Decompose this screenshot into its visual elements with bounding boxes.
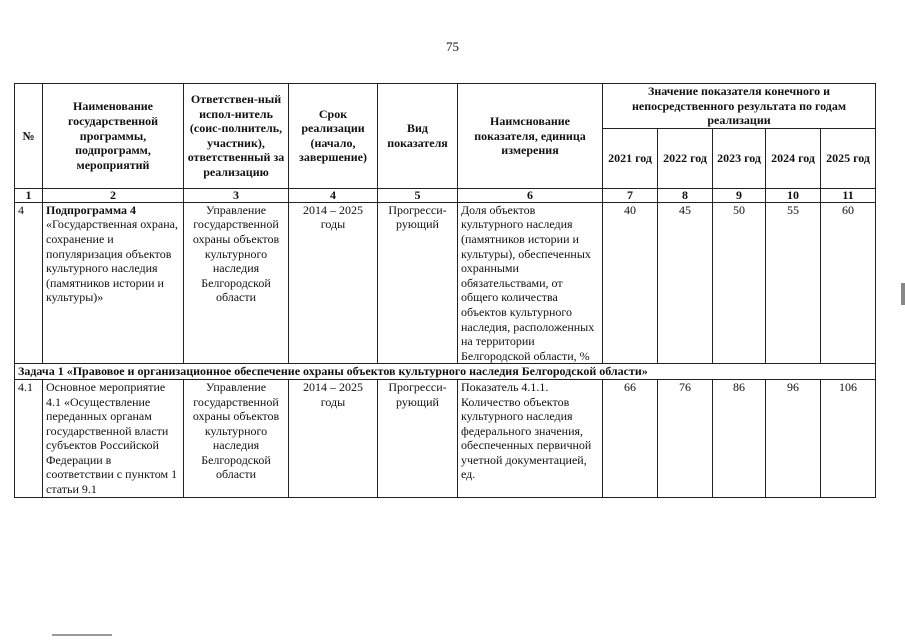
header-year: 2022 год — [658, 128, 713, 188]
task-row — [15, 364, 876, 380]
row-number: 4 — [15, 202, 43, 364]
page-number: 75 — [446, 39, 459, 54]
scan-artifact-mark — [901, 283, 905, 305]
row-indicator-type: Прогресси-рующий — [378, 379, 458, 497]
row-value-2025: 106 — [821, 379, 876, 497]
header-row — [15, 84, 876, 129]
program-table — [14, 83, 876, 498]
row-term: 2014 – 2025 годы — [289, 379, 378, 497]
column-number: 3 — [184, 188, 289, 202]
row-indicator-name: Показатель 4.1.1. Количество объектов культурного наследия федерального значения, обеспеченных первичной учетной документацией, ед. — [458, 379, 603, 497]
header-year: 2023 год — [713, 128, 766, 188]
row-value-2025: 60 — [821, 202, 876, 364]
column-number: 11 — [821, 188, 876, 202]
header-program-name: Наименование государственной программы, подпрограмм, мероприятий — [43, 84, 184, 189]
column-number: 10 — [766, 188, 821, 202]
header-year: 2025 год — [821, 128, 876, 188]
header-year: 2024 год — [766, 128, 821, 188]
row-value-2021: 40 — [603, 202, 658, 364]
row-indicator-name: Доля объектов культурного наследия (памятников истории и культуры), обеспеченных охранными обязательствами, от общего количества объектов культурного наследия, расположенных на территории Белгородской области, % — [458, 202, 603, 364]
row-program-name: Основное мероприятие 4.1 «Осуществление переданных органам государственной власти субъектов Российской Федерации в соответствии с пунктом 1 статьи 9.1 — [43, 379, 184, 497]
task-title: Задача 1 «Правовое и организационное обеспечение охраны объектов культурного наследия Белгородской области» — [15, 364, 876, 380]
table-row — [15, 202, 876, 364]
column-number: 4 — [289, 188, 378, 202]
subprogram-title: Подпрограмма 4 — [46, 202, 137, 217]
row-value-2023: 50 — [713, 202, 766, 364]
header-executor: Ответствен-ный испол-нитель (соис-полнитель, участник), ответственный за реализацию — [184, 84, 289, 189]
header-values-group: Значение показателя конечного и непосредственного результата по годам реализации — [603, 84, 876, 129]
column-number: 1 — [15, 188, 43, 202]
column-number: 6 — [458, 188, 603, 202]
table-row — [15, 379, 876, 497]
column-number: 8 — [658, 188, 713, 202]
header-term: Срок реализации (начало, завершение) — [289, 84, 378, 189]
column-number-row — [15, 188, 876, 202]
header-indicator-type: Вид показателя — [378, 84, 458, 189]
column-number: 7 — [603, 188, 658, 202]
row-value-2021: 66 — [603, 379, 658, 497]
row-term: 2014 – 2025 годы — [289, 202, 378, 364]
row-value-2024: 55 — [766, 202, 821, 364]
row-value-2022: 76 — [658, 379, 713, 497]
row-number: 4.1 — [15, 379, 43, 497]
row-executor: Управление государственной охраны объектов культурного наследия Белгородской области — [184, 379, 289, 497]
subprogram-description: «Государственная охрана, сохранение и популяризация объектов культурного наследия (памятников истории и культуры)» — [46, 217, 178, 305]
row-value-2024: 96 — [766, 379, 821, 497]
row-indicator-type: Прогресси-рующий — [378, 202, 458, 364]
scan-artifact-line — [52, 634, 112, 636]
header-year: 2021 год — [603, 128, 658, 188]
row-executor: Управление государственной охраны объектов культурного наследия Белгородской области — [184, 202, 289, 364]
row-value-2022: 45 — [658, 202, 713, 364]
header-indicator-name: Наимснование показателя, единица измерения — [458, 84, 603, 189]
header-number: № — [15, 84, 43, 189]
row-value-2023: 86 — [713, 379, 766, 497]
column-number: 5 — [378, 188, 458, 202]
column-number: 2 — [43, 188, 184, 202]
row-program-name — [43, 202, 184, 364]
column-number: 9 — [713, 188, 766, 202]
